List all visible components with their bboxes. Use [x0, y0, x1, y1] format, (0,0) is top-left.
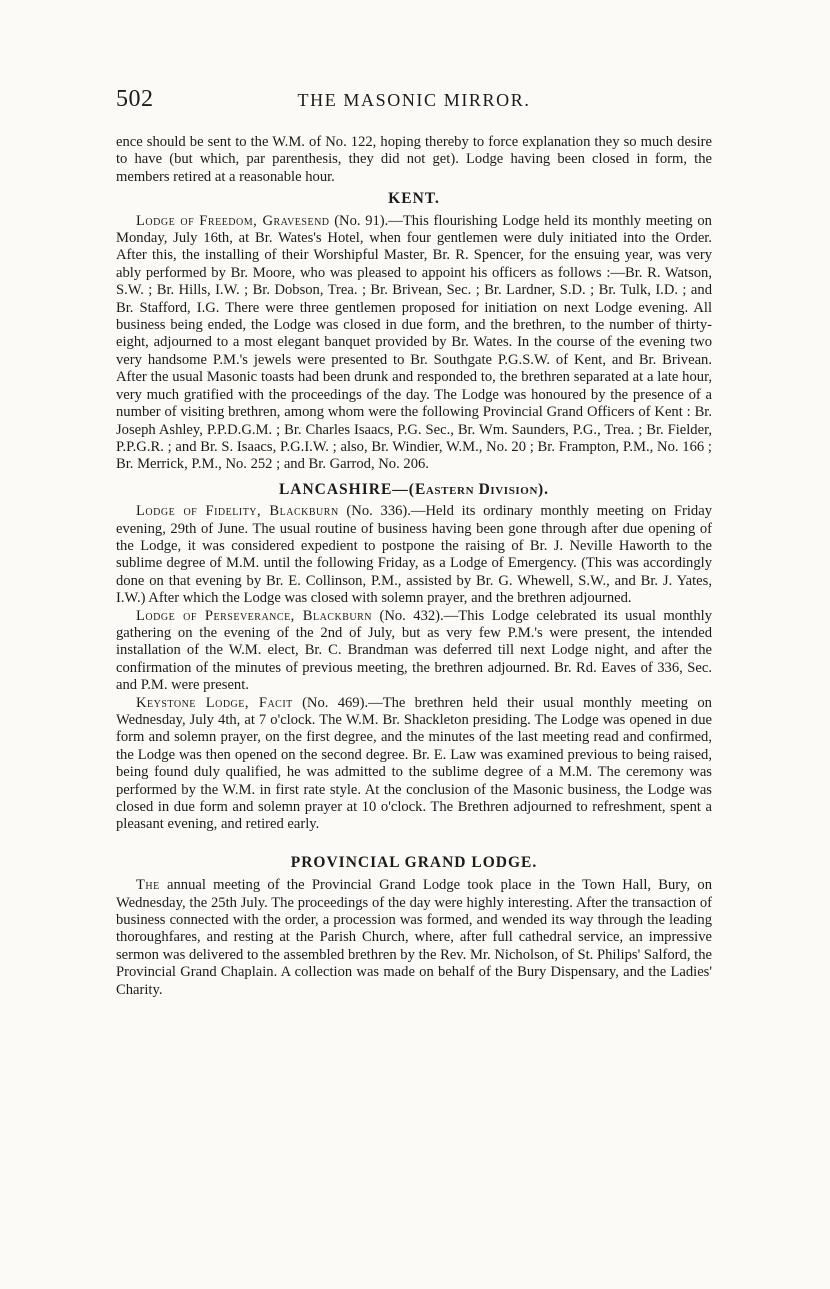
lodge-name: Lodge of Perseverance, Blackburn	[136, 607, 373, 624]
paragraph-text: (No. 336).—Held its ordinary monthly meeting on Friday evening, 29th of June. The usual routine of business having been gone through after due opening of the Lodge, it was considered expedient to postpone the raising of Br. J. Neville Haworth to the sublime degree of M.M. until the following Friday, as a Lodge of Emergency. (This was accordingly done on that evening by Br. E. Collinson, P.M., assisted by Br. G. Whewell, S.W., and Br. J. Yates, I.W.) After which the Lodge was closed with solemn prayer, and the brethren adjourned.	[116, 503, 712, 607]
paragraph-text: annual meeting of the Provincial Grand Lodge took place in the Town Hall, Bury, on Wednesday, the 25th July. The proceedings of the day were highly interesting. After the transaction of business connected with the order, a procession was formed, and wended its way through the leading thoroughfares, and resting at the Parish Church, where, after full cathedral service, an impressive sermon was delivered to the assembled brethren by the Rev. Mr. Nicholson, of St. Philips' Salford, the Provincial Grand Chaplain. A collection was made on behalf of the Bury Dispensary, and the Ladies' Charity.	[116, 877, 712, 998]
heading-main: LANCASHIRE—(	[278, 480, 415, 498]
running-title: THE MASONIC MIRROR.	[297, 90, 531, 110]
paragraph-lead-word: The	[136, 877, 160, 894]
section-heading-lancashire	[116, 481, 712, 498]
page-header	[116, 86, 712, 116]
paragraph-lodge-of-perseverance	[116, 608, 712, 695]
paragraph-text: (No. 469).—The brethren held their usual monthly meeting on Wednesday, July 4th, at 7 o'clock. The W.M. Br. Shackleton presiding. The Lodge was opened in due form and solemn prayer, on the first degree, and the minutes of the last meeting read and confirmed, the Lodge was then opened on the second degree. Br. E. Law was examined previous to being raised, being found duly qualified, he was admitted to the sublime degree of a M.M. The ceremony was performed by the W.M. in first rate style. At the conclusion of the Masonic business, the Lodge was closed in due form and solemn prayer at 10 o'clock. The Brethren adjourned to refreshment, spent a pleasant evening, and retired early.	[116, 694, 712, 833]
heading-subdivision: Eastern Division	[414, 480, 538, 498]
lodge-name: Keystone Lodge, Facit	[136, 694, 293, 711]
paragraph-lodge-of-freedom	[116, 213, 712, 474]
heading-end: ).	[538, 480, 550, 498]
lodge-name: Lodge of Fidelity, Blackburn	[136, 503, 339, 520]
continued-paragraph	[116, 134, 712, 186]
section-heading-provincial-grand-lodge: PROVINCIAL GRAND LODGE.	[290, 853, 538, 871]
section-heading-kent: KENT.	[388, 190, 440, 208]
paragraph-text: (No. 432).—This Lodge celebrated its usual monthly gathering on the evening of the 2nd of July, but as very few P.M.'s were present, the intended installation of the W.M. elect, Br. C. Brandman was deferred till next Lodge night, and after the confirmation of the minutes of previous meeting, the brethren adjourned. Br. Rd. Eaves of 336, Sec. and P.M. were present.	[116, 607, 713, 694]
paragraph-text: ence should be sent to the W.M. of No. 122, hoping thereby to force explanation they so much desire to have (but which, par parenthesis, they did not get). Lodge having been closed in form, the members retired at a reasonable hour.	[116, 134, 712, 185]
paragraph-keystone-lodge	[116, 695, 712, 834]
page-body	[116, 134, 712, 999]
paragraph-provincial-grand-lodge	[116, 877, 712, 999]
lodge-name: Lodge of Freedom, Gravesend	[136, 212, 330, 229]
paragraph-lodge-of-fidelity	[116, 503, 712, 607]
paragraph-text: (No. 91).—This flourishing Lodge held its monthly meeting on Monday, July 16th, at Br. Wates's Hotel, when four gentlemen were duly initiated into the Order. After this, the installing of their Worshipful Master, Br. R. Spencer, for the ensuing year, was very ably performed by Br. Moore, who was pleased to appoint his officers as follows :—Br. R. Watson, S.W. ; Br. Hills, I.W. ; Br. Dobson, Trea. ; Br. Brivean, Sec. ; Br. Lardner, S.D. ; Br. Tulk, I.D. ; and Br. Stafford, I.G. There were three gentlemen proposed for initiation on next Lodge evening. All business being ended, the Lodge was closed in due form, and the brethren, to the number of thirty-eight, adjourned to a most elegant banquet provided by Br. Wates. In the course of the evening two very handsome P.M.'s jewels were presented to Br. Southgate P.G.S.W. of Kent, and Br. Brivean. After the usual Masonic toasts had been drunk and responded to, the brethren separated at a late hour, very much gratified with the proceedings of the day. The Lodge was honoured by the presence of a number of visiting brethren, among whom were the following Provincial Grand Officers of Kent : Br. Joseph Ashley, P.P.D.G.M. ; Br. Charles Isaacs, P.G. Sec., Br. Wm. Saunders, P.G., Trea. ; Br. Fielder, P.P.G.R. ; and Br. S. Isaacs, P.G.I.W. ; also, Br. Windier, W.M., No. 20 ; Br. Frampton, P.M., No. 166 ; Br. Merrick, P.M., No. 252 ; and Br. Garrod, No. 206.	[116, 212, 712, 473]
page-number: 502	[116, 86, 154, 112]
